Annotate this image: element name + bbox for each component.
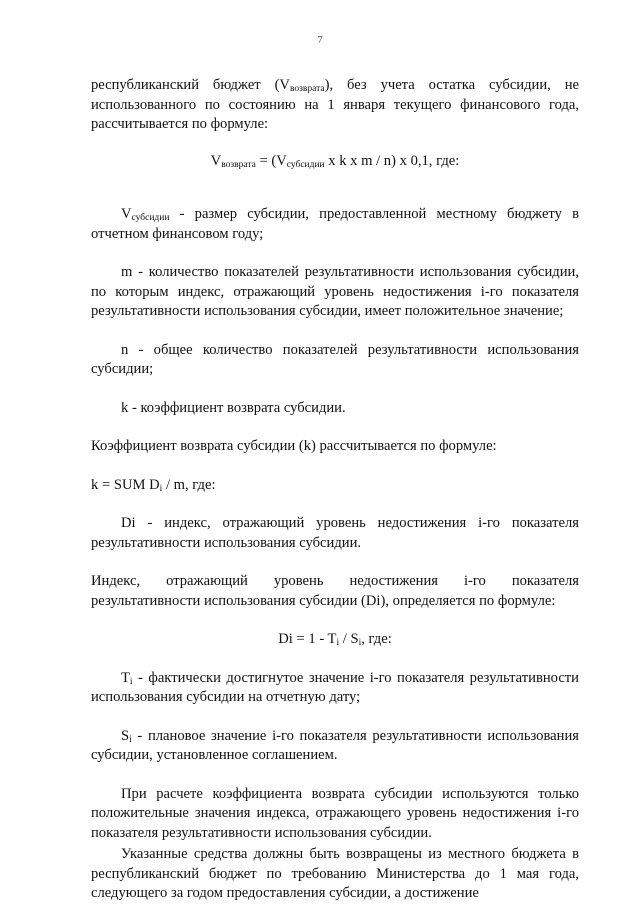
text-fragment: - плановое значение i-го показателя результативности использования субсидии, установленное соглашением. — [91, 727, 579, 763]
page-number: 7 — [317, 34, 323, 46]
definition-k: k - коэффициент возврата субсидии. — [121, 399, 346, 416]
subscript: субсидии — [131, 213, 170, 223]
paragraph-coefficient-formula-intro: Коэффициент возврата субсидии (k) рассчитывается по формуле: — [91, 438, 497, 454]
paragraph-return-deadline: Указанные средства должны быть возвращены из местного бюджета в республиканский бюджет по требованию Министерства до 1 мая года, следующего за годом предоставления субсидии, а достижение — [91, 846, 579, 901]
subscript: i — [129, 676, 133, 687]
text-fragment: республиканский бюджет (V — [91, 77, 290, 93]
paragraph-index-formula-intro: Индекс, отражающий уровень недостижения i-го показателя результативности использования субсидии (Di), определяется по формуле: — [91, 573, 579, 609]
subscript: возврата — [289, 84, 325, 94]
definition-n: n - общее количество показателей результативности использования субсидии; — [91, 341, 579, 377]
formula-part: = (V — [255, 152, 287, 169]
subscript: возврата — [221, 159, 256, 170]
text-fragment: - фактически достигнутое значение i-го показателя результативности использования субсидии на отчетную дату; — [91, 669, 579, 705]
paragraph-positive-index-values: При расчете коэффициента возврата субсидии используются только положительные значения индекса, отражающего уровень недостижения i-го показателя результативности использования субсидии. — [91, 785, 579, 841]
formula-part: , где: — [361, 631, 392, 647]
formula-coefficient — [91, 476, 579, 496]
formula-part: x k x m / n) x 0,1, где: — [324, 152, 460, 169]
formula-part: k = SUM D — [91, 476, 160, 493]
formula-part: V — [210, 152, 222, 169]
definition-ti — [91, 669, 579, 708]
subscript: i — [159, 483, 163, 494]
definition-m: m - количество показателей результативности использования субсидии, по которым индекс, отражающий уровень недостижения i-го показателя результативности использования субсидии, имеет положительное значение; — [91, 264, 579, 319]
formula-part: Di = 1 - T — [278, 631, 337, 647]
text-fragment: ), без учета остатка субсидии, не использованного по состоянию на 1 января текущего финансового года, рассчитывается по формуле: — [91, 77, 579, 132]
definition-v-subsidy — [91, 205, 579, 244]
definition-di: Di - индекс, отражающий уровень недостижения i-го показателя результативности использования субсидии. — [91, 515, 579, 551]
subscript: i — [358, 638, 362, 648]
subscript: i — [336, 638, 340, 648]
formula-index — [91, 630, 579, 650]
text-fragment: V — [121, 206, 132, 222]
paragraph-return-calculation — [91, 76, 579, 135]
document-body — [91, 76, 579, 904]
text-fragment: S — [121, 727, 130, 744]
subscript: i — [129, 734, 132, 745]
definition-si — [91, 727, 579, 766]
formula-part: / m, где: — [162, 476, 216, 493]
subscript: субсидии — [286, 159, 325, 170]
formula-return-amount — [91, 152, 579, 172]
text-fragment: - размер субсидии, предоставленной местному бюджету в отчетном финансовом году; — [91, 206, 579, 242]
formula-part: / S — [339, 631, 359, 647]
text-fragment: T — [121, 669, 130, 686]
